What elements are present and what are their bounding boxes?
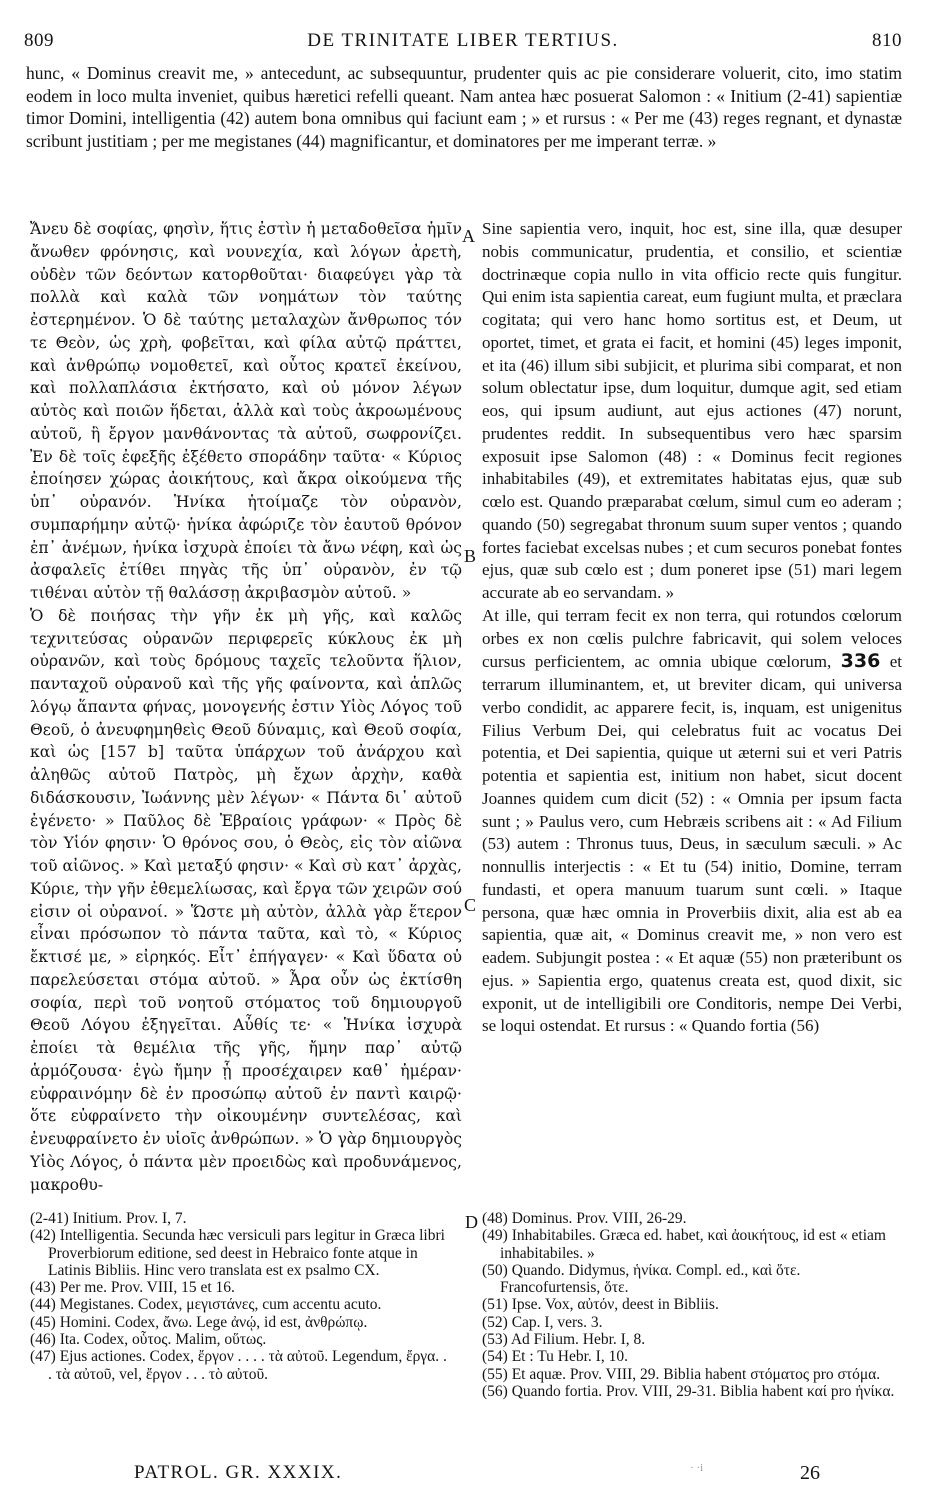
footnotes-left [30,1210,450,1383]
margin-marker-a: A [462,226,475,246]
margin-marker-c: C [464,895,477,915]
footnote: (56) Quando fortia. Prov. VIII, 29-31. Biblia habent καί pro ἡνίκα. [482,1382,895,1400]
printer-mark: · ·i [690,1462,704,1474]
footnote: (53) Ad Filium. Hebr. I, 8. [482,1331,646,1349]
footnotes-right [482,1210,902,1400]
footnote: (52) Cap. I, vers. 3. [482,1313,603,1331]
footnote: (51) Ipse. Vox, αὐτόν, deest in Bibliis. [482,1296,719,1314]
footnote: (45) Homini. Codex, ἄνω. Lege ἀνῴ, id est, ἀνθρώπῳ. [30,1313,368,1331]
footnote: (2-41) Initium. Prov. I, 7. [30,1210,187,1227]
latin-paragraph: Sine sapientia vero, inquit, hoc est, sine illa, quæ desuper nobis communicatur, prudentia, et consilio, et scientiæ doctrinæque copia nullo in vita officio recte quis fungitur. Qui enim ista sapientia careat, eum fugiunt multa, et præclara cogitata; qui vero hanc homo sortitus est, et Deum, ut oportet, timet, et grata ei facit, et homini (45) leges imponit, et ita (46) illum sibi subjicit, et plurima sibi comparat, et non solum oblectatur ipse, dum loquitur, dumque agit, sed etiam eos, qui ipsum audiunt, aut ejus actiones (47) norunt, prudentes reddit. In subsequentibus vero hæc sparsim exposuit ipse Salomon (48) : « Dominus fecit regiones inhabitabiles (49), et extremitates habitatas ejus, quæ sub cœlo est. Quando præparabat cœlum, simul cum eo aderam ; quando (50) segregabat thronum suum super ventos ; quando fortes faciebat excelsas nubes ; et cum securos ponebat fontes ejus, quæ sub cœlo est ; dum poneret ipse (51) mari legem accurate ab eo servandam. » [482,219,902,602]
footnote: (55) Et aquæ. Prov. VIII, 29. Biblia habent στόματος pro στόμα. [482,1365,881,1383]
footnote: (50) Quando. Didymus, ἡνίκα. Compl. ed., καὶ ὅτε. Francofurtensis, ὅτε. [482,1261,801,1297]
right-page-number: 810 [872,30,902,51]
footnote: (49) Inhabitabiles. Græca ed. habet, καὶ ἀοικήτους, id est « etiam inhabitabiles. » [482,1227,886,1262]
running-header [24,30,902,54]
footnote: (42) Intelligentia. Secunda hæc versiculi pars legitur in Græca libri Proverbiorum editione, sed deest in Hebraico fonte atque in Latinis Bibliis. Hinc vero translata est ex psalmo CX. [30,1227,445,1279]
intro-paragraph: hunc, « Dominus creavit me, » antecedunt, ac subsequuntur, prudenter quis ac pie considerare voluerit, cito, imo statim eodem in loco multa inveniet, quibus hæretici refelli queant. Nam antea hæc posuerat Salomon : « Initium (2-41) sapientiæ timor Domini, intelligentia (42) autem bona omnibus qui faciunt eam ; » et rursus : « Per me (43) reges regnant, et dynastæ scribunt justitiam ; per me megistanes (44) magnificantur, et dominatores per me imperant terræ. » [26,63,902,151]
footnote: (44) Megistanes. Codex, μεγιστάνες, cum accentu acuto. [30,1296,382,1314]
margin-marker-d: D [465,1212,478,1232]
series-footer: PATROL. GR. XXXIX. [134,1462,343,1483]
footnote: (46) Ita. Codex, οὗτος. Malim, οὕτως. [30,1331,267,1349]
latin-column [482,218,902,1202]
latin-text-segment: et terrarum illuminantem, et, ut breviter dicam, qui universa verbo condidit, ac apparere fecit, is, inquam, est unigenitus Filius Verbum Dei, qui celebratus fuit ac vocatus Dei potentia, et Dei sapientia, quique ut æterni sui et veri Patris potentia et sapientia est, initium non habet, sicut docent Joannes quidem cum dicit (52) : « Omnia per ipsum facta sunt ; » Paulus vero, cum Hebræis scribens ait : « Ad Filium (53) autem : Thronus tuus, Deus, in sæculum sæculi. » Ac nonnullis interjectis : « Et tu (54) initio, Domine, terram fundasti, et opera manuum tuarum sunt cœli. » Itaque persona, quæ hæc omnia in Proverbiis dixit, alia est ab ea sapientia, quæ ait, « Dominus creavit me, » non vero est eadem. Subjungit postea : « Et aquæ (55) non præteribunt os ejus. » Sapientia ergo, quatenus creata est, quod dixit, sic exponit, ut de intelligibili ore Conditoris, nempe Dei Verbi, se loqui ostendat. Et rursus : « Quando fortia (56) [482,652,902,1036]
column-number-marker: 336 [840,650,881,673]
greek-column [30,218,462,1202]
latin-text-segment: At ille, qui terram fecit ex non terra, qui rotundos cœlorum orbes ex non cœlis pulchre fabricavit, qui solem veloces cursus perficientem, ac omnia ubique cœlorum, [482,605,902,672]
footnote: (47) Ejus actiones. Codex, ἔργον . . . . τὰ αὐτοῦ. Legendum, ἔργα. . . τὰ αὐτοῦ, vel, ἔργον . . . τὸ αὐτοῦ. [30,1348,447,1383]
latin-paragraph-2 [482,605,902,1038]
footnote: (43) Per me. Prov. VIII, 15 et 16. [30,1279,235,1297]
running-title: DE TRINITATE LIBER TERTIUS. [307,30,619,51]
greek-paragraph: Ἄνευ δὲ σοφίας, φησὶν, ἥτις ἐστὶν ἡ μεταδοθεῖσα ἡμῖν ἄνωθεν φρόνησις, καὶ νουνεχία, καὶ λόγων ἀρετὴ, οὐδὲν τῶν δεόντων κατορθοῦται· διαφεύγει γὰρ τὰ πολλὰ καὶ καλὰ τῶν νοημάτων τὸν ταύτης ἐστερημένον. Ὁ δὲ ταύτης μεταλαχὼν ἄνθρωπος τόν τε Θεὸν, ὡς χρὴ, φοβεῖται, καὶ φίλα αὐτῷ πράττει, καὶ ἀνθρώπῳ νομοθετεῖ, καὶ οὗτος κρατεῖ ἐκείνου, καὶ πολλαπλάσια ἐκτήσατο, καὶ οὐ μόνον λέγων αὐτὸς καὶ ποιῶν ἥδεται, ἀλλὰ καὶ τοὺς ἀκροωμένους αὐτοῦ, ἢ ἔργον μανθάνοντας τὰ αὐτοῦ, σωφρονίζει. Ἐν δὲ τοῖς ἐφεξῆς ἐξέθετο σποράδην ταῦτα· « Κύριος ἐποίησεν χώρας ἀοικήτους, καὶ ἄκρα οἰκούμενα τῆς ὑπ᾽ οὐρανόν. Ἡνίκα ἡτοίμαζε τὸν οὐρανὸν, συμπαρήμην αὐτῷ· ἡνίκα ἀφώριζε τὸν ἑαυτοῦ θρόνον ἐπ᾽ ἀνέμων, ἡνίκα ἰσχυρὰ ἐποίει τὰ ἄνω νέφη, καὶ ὡς ἀσφαλεῖς ἐτίθει πηγὰς τῆς ὑπ᾽ οὐρανὸν, ἐν τῷ τιθέναι αὐτὸν τῇ θαλάσσῃ ἀκριβασμὸν αὐτοῦ. » [30,220,462,602]
greek-paragraph: Ὁ δὲ ποιήσας τὴν γῆν ἐκ μὴ γῆς, καὶ καλῶς τεχνιτεύσας οὐρανῶν περιφερεῖς κύκλους ἐκ μὴ οὐρανῶν, καὶ τοὺς δρόμους ταχεῖς τελοῦντα ἥλιον, πανταχοῦ οὐρανοῦ καὶ τῆς γῆς φαίνοντα, καὶ ἁπλῶς λόγῳ ἅπαντα φήνας, μονογενής ἐστιν Υἱὸς Λόγος τοῦ Θεοῦ, ὁ ἀνευφημηθεὶς Θεοῦ δύναμις, καὶ Θεοῦ σοφία, καὶ ὡς [157 b] ταῦτα ὑπάρχων τοῦ ἀνάρχου καὶ ἀληθῶς αὐτοῦ Πατρὸς, μὴ ἔχων ἀρχὴν, καθὰ διδάσκουσιν, Ἰωάννης μὲν λέγων· « Πάντα δι᾽ αὐτοῦ ἐγένετο· » Παῦλος δὲ Ἑβραίοις γράφων· « Πρὸς δὲ τὸν Υἱόν φησιν· Ὁ θρόνος σου, ὁ Θεὸς, εἰς τὸν αἰῶνα τοῦ αἰῶνος. » Καὶ μεταξύ φησιν· « Καὶ σὺ κατ᾽ ἀρχὰς, Κύριε, τὴν γῆν ἐθεμελίωσας, καὶ ἔργα τῶν χειρῶν σού εἰσιν οἱ οὐρανοί. » Ὥστε μὴ αὐτὸν, ἀλλὰ γὰρ ἕτερον εἶναι πρόσωπον τὸ πάντα ταῦτα, καὶ τὸ, « Κύριος ἔκτισέ με, » εἰρηκός. Εἶτ᾽ ἐπήγαγεν· « Καὶ ὕδατα οὐ παρελεύσεται στόμα αὐτοῦ. » Ἆρα οὖν ὡς ἐκτίσθη σοφία, περὶ τοῦ νοητοῦ στόματος τοῦ δημιουργοῦ Θεοῦ Λόγου ἐξηγεῖται. Αὖθίς τε· « Ἡνίκα ἰσχυρὰ ἐποίει τὰ θεμέλια τῆς γῆς, ἤμην παρ᾽ αὐτῷ ἁρμόζουσα· ἐγὼ ἤμην ᾗ προσέχαιρεν καθ᾽ ἡμέραν· εὐφραινόμην δὲ ἐν προσώπῳ αὐτοῦ ἐν παντὶ καιρῷ· ὅτε εὐφραίνετο τὴν οἰκουμένην συντελέσας, καὶ ἐνευφραίνετο ἐν υἱοῖς ἀνθρώπων. » Ὁ γὰρ δημιουργὸς Υἱὸς Λόγος, ὁ πάντα μὲν προειδὼς καὶ προδυνάμενος, μακροθυ- [30,606,462,1194]
footnote: (48) Dominus. Prov. VIII, 26-29. [482,1210,687,1227]
left-page-number: 809 [24,30,54,51]
footnote: (54) Et : Tu Hebr. I, 10. [482,1348,628,1366]
signature-mark: 26 [800,1462,820,1484]
margin-marker-b: B [464,546,477,566]
